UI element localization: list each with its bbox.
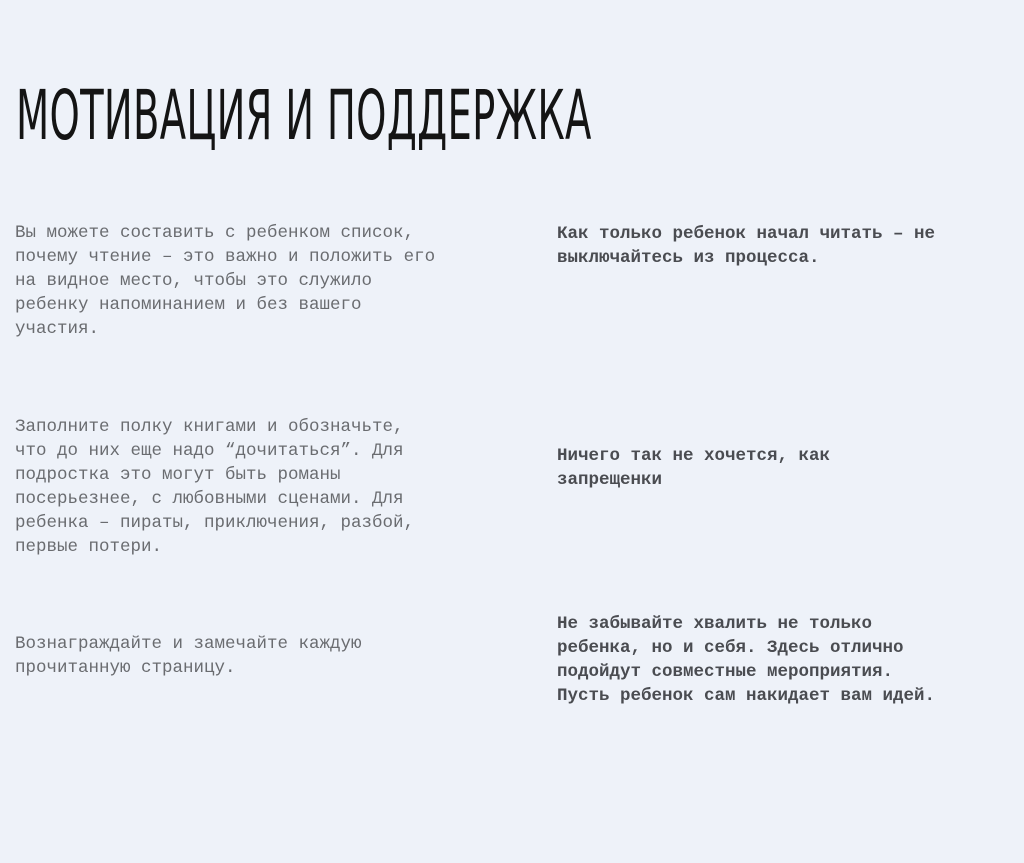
left-paragraph-2: Заполните полку книгами и обозначьте, что до них еще надо “дочитаться”. Для подростка это могут быть романы посерьезнее, с любовными сценами. Для ребенка – пираты, приключения, разбой, первые потери. bbox=[15, 417, 415, 557]
right-paragraph-2: Ничего так не хочется, как запрещенки bbox=[557, 446, 831, 490]
page-title: МОТИВАЦИЯ И ПОДДЕРЖКА bbox=[16, 76, 592, 156]
left-paragraph-1: Вы можете составить с ребенком список, почему чтение – это важно и положить его на видное место, чтобы это служило ребенку напоминанием и без вашего участия. bbox=[15, 223, 436, 339]
left-paragraph-3: Вознаграждайте и замечайте каждую прочитанную страницу. bbox=[15, 634, 362, 678]
right-paragraph-3: Не забывайте хвалить не только ребенка, но и себя. Здесь отлично подойдут совместные мероприятия. Пусть ребенок сам накидает вам идей. bbox=[557, 614, 936, 706]
right-paragraph-1: Как только ребенок начал читать – не выключайтесь из процесса. bbox=[557, 224, 936, 268]
